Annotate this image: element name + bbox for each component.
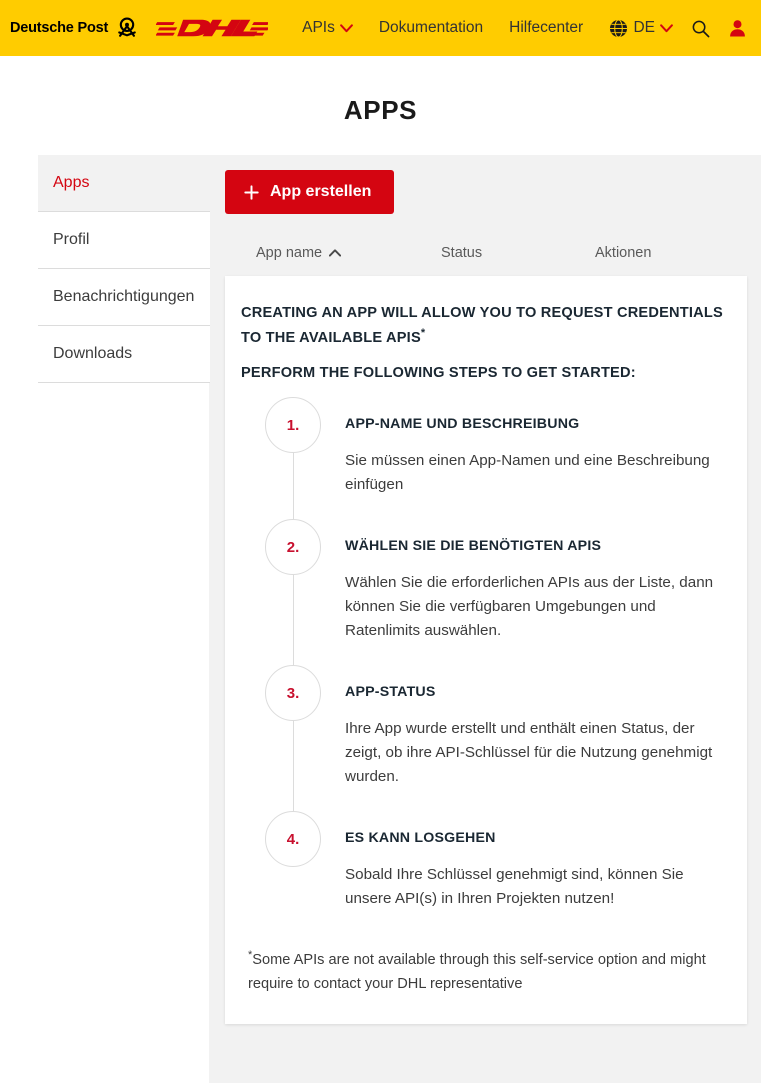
column-header-status [441, 245, 595, 261]
main-navigation [302, 19, 609, 37]
step-item [241, 811, 729, 933]
step-item [241, 519, 729, 665]
step-title: APP-STATUS [345, 684, 436, 701]
step-item [241, 397, 729, 519]
footnote-text: Some APIs are not available through this self-service option and might require to contact your DHL representative [248, 952, 706, 992]
column-header-app-name[interactable] [256, 245, 441, 261]
nav-item-label: Hilfecenter [509, 19, 584, 36]
user-icon[interactable] [728, 18, 747, 38]
column-header-label: Aktionen [595, 245, 652, 261]
language-selector[interactable] [609, 19, 673, 38]
apps-table-header [225, 235, 747, 271]
sidebar-item-label: Downloads [53, 345, 133, 362]
step-marker [241, 519, 345, 665]
step-description: Ihre App wurde erstellt und enthält einen Status, der zeigt, ob ihre API-Schlüssel für die Nutzung genehmigt wurden. [345, 720, 713, 786]
create-app-label: App erstellen [270, 183, 372, 200]
step-connector-line [293, 720, 294, 811]
step-title: APP-NAME UND BESCHREIBUNG [345, 416, 580, 433]
post-horn-icon [114, 15, 140, 41]
step-marker [241, 811, 345, 933]
sidebar-item-benachrichtigungen[interactable] [38, 269, 210, 326]
create-app-button[interactable] [225, 170, 394, 214]
main-content [209, 155, 761, 1083]
globe-icon [609, 19, 628, 38]
column-header-aktionen [595, 245, 715, 261]
sidebar-item-downloads[interactable] [38, 326, 210, 383]
step-item [241, 665, 729, 811]
nav-item-dokumentation[interactable] [379, 19, 483, 37]
step-description: Wählen Sie die erforderlichen APIs aus der Liste, dann können Sie die verfügbaren Umgebungen und Ratenlimits auswählen. [345, 574, 714, 640]
language-label: DE [633, 19, 655, 36]
top-header [0, 0, 761, 56]
card-footnote [241, 947, 711, 996]
nav-item-label: Dokumentation [378, 19, 484, 36]
chevron-down-icon [660, 24, 673, 33]
step-title: ES KANN LOSGEHEN [345, 830, 496, 847]
card-heading-text: CREATING AN APP WILL ALLOW YOU TO REQUEST CREDENTIALS TO THE AVAILABLE APIS [241, 305, 723, 346]
sidebar [38, 155, 210, 383]
page-title: APPS [343, 95, 418, 125]
chevron-up-icon [329, 249, 341, 257]
sidebar-item-label: Profil [53, 231, 90, 248]
deutsche-post-wordmark: Deutsche Post [10, 20, 109, 36]
plus-icon [244, 185, 259, 200]
steps-list [241, 397, 729, 933]
step-number-circle: 2. [265, 519, 321, 575]
sidebar-item-profil[interactable] [38, 212, 210, 269]
step-content [345, 397, 729, 519]
step-connector-line [293, 574, 294, 665]
step-content [345, 811, 729, 933]
step-title: WÄHLEN SIE DIE BENÖTIGTEN APIS [345, 538, 602, 555]
step-content [345, 665, 729, 811]
step-marker [241, 665, 345, 811]
card-heading [241, 302, 729, 349]
footnote-asterisk: * [248, 949, 253, 962]
card-heading-asterisk: * [420, 326, 426, 339]
step-number-circle: 3. [265, 665, 321, 721]
column-header-label: App name [256, 245, 323, 261]
search-icon[interactable] [691, 19, 710, 38]
step-description: Sie müssen einen App-Namen und eine Beschreibung einfügen [345, 452, 710, 494]
empty-state-card [225, 276, 747, 1024]
deutsche-post-logo[interactable] [10, 15, 140, 41]
column-header-label: Status [441, 245, 483, 261]
step-number-circle: 4. [265, 811, 321, 867]
step-connector-line [293, 452, 294, 519]
step-description: Sobald Ihre Schlüssel genehmigt sind, können Sie unsere API(s) in Ihren Projekten nutzen! [345, 866, 684, 908]
step-content [345, 519, 729, 665]
chevron-down-icon [340, 24, 353, 33]
sidebar-item-label: Benachrichtigungen [53, 288, 195, 305]
dhl-logo[interactable] [156, 15, 268, 41]
nav-item-apis[interactable] [302, 19, 353, 37]
logo-group [10, 15, 268, 41]
sidebar-item-label: Apps [53, 174, 90, 191]
page-body [0, 155, 761, 1083]
header-actions [609, 18, 747, 38]
card-subheading: PERFORM THE FOLLOWING STEPS TO GET STARTED: [241, 365, 636, 382]
nav-item-label: APIs [302, 19, 335, 36]
nav-item-hilfecenter[interactable] [509, 19, 583, 37]
step-marker [241, 397, 345, 519]
step-number-circle: 1. [265, 397, 321, 453]
sidebar-item-apps[interactable] [38, 155, 210, 212]
